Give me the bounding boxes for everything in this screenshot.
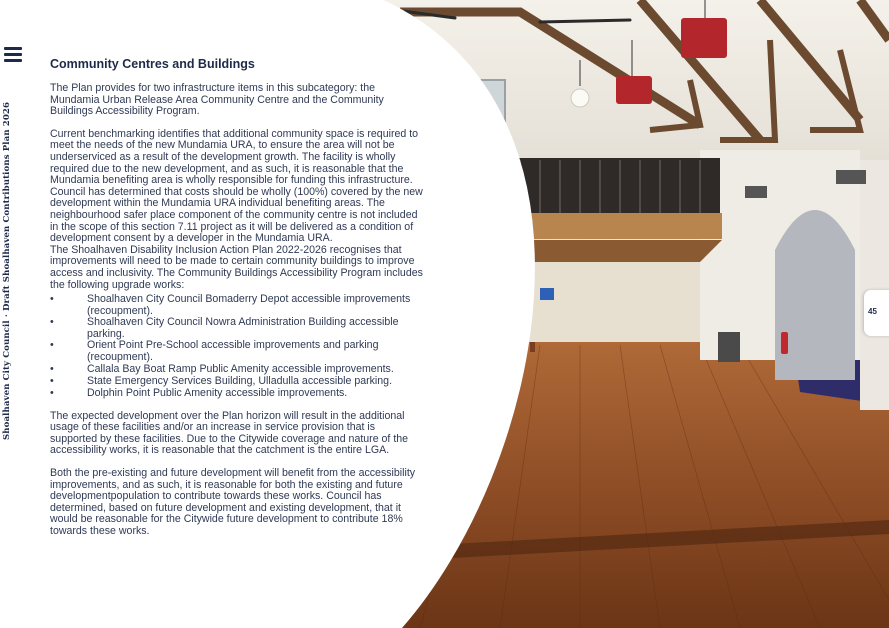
list-item-text: Callala Bay Boat Ramp Public Amenity accessible improvements.	[87, 362, 394, 375]
paragraph-catchment: The expected development over the Plan horizon will result in the additional usage of these facilities and/or an increase in service provision that is supported by these facilities. Due to the Citywide coverage and nature of the accessibility works, it is reasonable that the catchment is the entire LGA.	[50, 409, 409, 457]
list-item-text: Dolphin Point Public Amenity accessible improvements.	[87, 386, 348, 399]
list-item	[50, 294, 425, 317]
bullet-marker: •	[50, 339, 54, 352]
list-item	[50, 388, 425, 400]
list-item-text: State Emergency Services Building, Ulladulla accessible parking.	[87, 374, 393, 387]
hamburger-menu-icon[interactable]	[4, 47, 22, 63]
bullet-marker: •	[50, 386, 54, 399]
upgrade-works-list	[50, 294, 425, 400]
paragraph-intro: The Plan provides for two infrastructure items in this subcategory: the Mundamia Urban Release Area Community Centre and the Community Buildings Accessibility Program.	[50, 82, 384, 118]
list-item	[50, 317, 425, 340]
paragraph-contribution: Both the pre-existing and future development will benefit from the accessibility improvements, and as such, it is reasonable for both the existing and future developmentpopulation to contribute towards these works. Council has determined, based on future development and existing development, that it would be reasonable for the Citywide future development to contribute 18% towards these works.	[50, 467, 416, 537]
page-number-tab	[864, 290, 889, 336]
paragraph-accessibility: The Shoalhaven Disability Inclusion Action Plan 2022-2026 recognises that improvements will need to be made to certain community buildings to improve access and inclusivity. The Community Buildings Accessibility Program includes the following upgrade works:	[50, 243, 423, 291]
list-item	[50, 340, 425, 363]
bullet-marker: •	[50, 362, 54, 375]
list-item-text: Shoalhaven City Council Bomaderry Depot accessible improvements (recoupment).	[87, 293, 411, 317]
bullet-marker: •	[50, 293, 54, 306]
bullet-marker: •	[50, 316, 54, 329]
section-heading: Community Centres and Buildings	[50, 57, 255, 71]
paragraph-mundamia: Current benchmarking identifies that additional community space is required to meet the needs of the new Mundamia URA, to ensure the area will not be underserviced as a result of the development growth. The facility is wholly required due to the new development, and as such, it is reasonable that the Mundamia benefiting area is wholly responsible for funding this infrastructure. Council has determined that costs should be wholly (100%) covered by the new development within the Mundamia URA individual benefiting areas. The neighbourhood safer place component of the community centre is not included in the scope of this section 7.11 project as it will be delivered as a condition of development consent by a developer in the Mundamia URA.	[50, 127, 423, 245]
bullet-marker: •	[50, 374, 54, 387]
list-item-text: Orient Point Pre-School accessible improvements and parking (recoupment).	[87, 339, 379, 364]
section-content	[50, 57, 425, 538]
document-side-title: Shoalhaven City Council · Draft Shoalhaven Contributions Plan 2026	[2, 101, 12, 440]
list-item-text: Shoalhaven City Council Nowra Administration Building accessible parking.	[87, 316, 399, 340]
page-number: 45	[868, 307, 877, 316]
